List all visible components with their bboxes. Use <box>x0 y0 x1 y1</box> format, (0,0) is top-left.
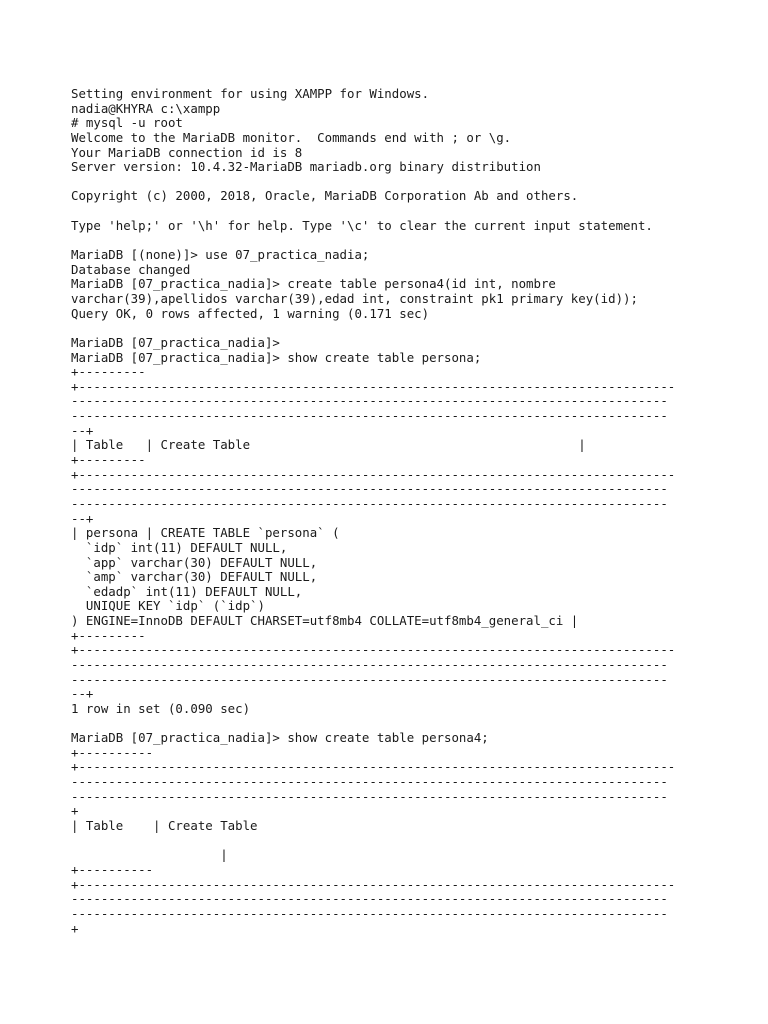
terminal-line: -------------------------------------------------------------------------------- <box>71 481 668 497</box>
terminal-line: -------------------------------------------------------------------------------- <box>71 408 668 424</box>
terminal-line: -------------------------------------------------------------------------------- <box>71 495 668 511</box>
terminal-line: # mysql -u root <box>71 115 183 131</box>
terminal-line: Copyright (c) 2000, 2018, Oracle, MariaDB Corporation Ab and others. <box>71 188 579 204</box>
terminal-line: + <box>71 803 79 819</box>
terminal-line: | Table | Create Table | <box>71 437 586 453</box>
terminal-line: -------------------------------------------------------------------------------- <box>71 788 668 804</box>
terminal-line: +-------------------------------------------------------------------------------- <box>71 466 676 482</box>
terminal-line: Database changed <box>71 261 191 277</box>
terminal-line: | persona | CREATE TABLE `persona` ( <box>71 525 340 541</box>
terminal-line: UNIQUE KEY `idp` (`idp`) <box>71 598 265 614</box>
terminal-line: `amp` varchar(30) DEFAULT NULL, <box>71 569 318 585</box>
terminal-line: --+ <box>71 422 94 438</box>
terminal-line: Your MariaDB connection id is 8 <box>71 144 303 160</box>
terminal-line: +---------- <box>71 861 154 877</box>
terminal-transcript <box>71 87 761 936</box>
terminal-line: +-------------------------------------------------------------------------------- <box>71 876 676 892</box>
terminal-line <box>71 175 761 190</box>
terminal-line: nadia@KHYRA c:\xampp <box>71 100 221 116</box>
terminal-line: Server version: 10.4.32-MariaDB mariadb.org binary distribution <box>71 159 541 175</box>
terminal-line <box>71 717 761 732</box>
terminal-line: +-------------------------------------------------------------------------------- <box>71 642 676 658</box>
terminal-line: -------------------------------------------------------------------------------- <box>71 393 668 409</box>
terminal-line: Query OK, 0 rows affected, 1 warning (0.171 sec) <box>71 305 430 321</box>
terminal-line <box>71 321 761 336</box>
terminal-line: -------------------------------------------------------------------------------- <box>71 905 668 921</box>
terminal-line: MariaDB [07_practica_nadia]> show create table persona; <box>71 349 482 365</box>
terminal-line: MariaDB [07_practica_nadia]> create table persona4(id int, nombre <box>71 276 556 292</box>
terminal-line: MariaDB [07_practica_nadia]> <box>71 334 280 350</box>
terminal-line: MariaDB [07_practica_nadia]> show create table persona4; <box>71 730 489 746</box>
terminal-line: -------------------------------------------------------------------------------- <box>71 671 668 687</box>
terminal-line: --+ <box>71 510 94 526</box>
terminal-line: Type 'help;' or '\h' for help. Type '\c' to clear the current input statement. <box>71 217 653 233</box>
terminal-line: `app` varchar(30) DEFAULT NULL, <box>71 554 318 570</box>
terminal-line: +--------- <box>71 452 146 468</box>
terminal-line: 1 row in set (0.090 sec) <box>71 700 251 716</box>
terminal-line: Setting environment for using XAMPP for Windows. <box>71 86 430 101</box>
terminal-line: -------------------------------------------------------------------------------- <box>71 656 668 672</box>
terminal-line: -------------------------------------------------------------------------------- <box>71 774 668 790</box>
terminal-line: | <box>71 847 228 863</box>
terminal-line: varchar(39),apellidos varchar(39),edad int, constraint pk1 primary key(id)); <box>71 290 638 306</box>
terminal-line: `idp` int(11) DEFAULT NULL, <box>71 539 288 555</box>
terminal-line: Welcome to the MariaDB monitor. Commands end with ; or \g. <box>71 129 512 145</box>
terminal-line: +--------- <box>71 627 146 643</box>
terminal-line <box>71 834 761 849</box>
terminal-line: +--------- <box>71 364 146 380</box>
terminal-line: +---------- <box>71 744 154 760</box>
terminal-line: +-------------------------------------------------------------------------------- <box>71 759 676 775</box>
terminal-line: | Table | Create Table <box>71 818 258 834</box>
terminal-line: ) ENGINE=InnoDB DEFAULT CHARSET=utf8mb4 COLLATE=utf8mb4_general_ci | <box>71 613 579 629</box>
terminal-line: + <box>71 920 79 936</box>
terminal-line <box>71 233 761 248</box>
terminal-line: -------------------------------------------------------------------------------- <box>71 891 668 907</box>
terminal-line: --+ <box>71 686 94 702</box>
terminal-line: MariaDB [(none)]> use 07_practica_nadia; <box>71 247 370 263</box>
terminal-line <box>71 204 761 219</box>
terminal-line: +-------------------------------------------------------------------------------- <box>71 378 676 394</box>
terminal-line: `edadp` int(11) DEFAULT NULL, <box>71 583 303 599</box>
